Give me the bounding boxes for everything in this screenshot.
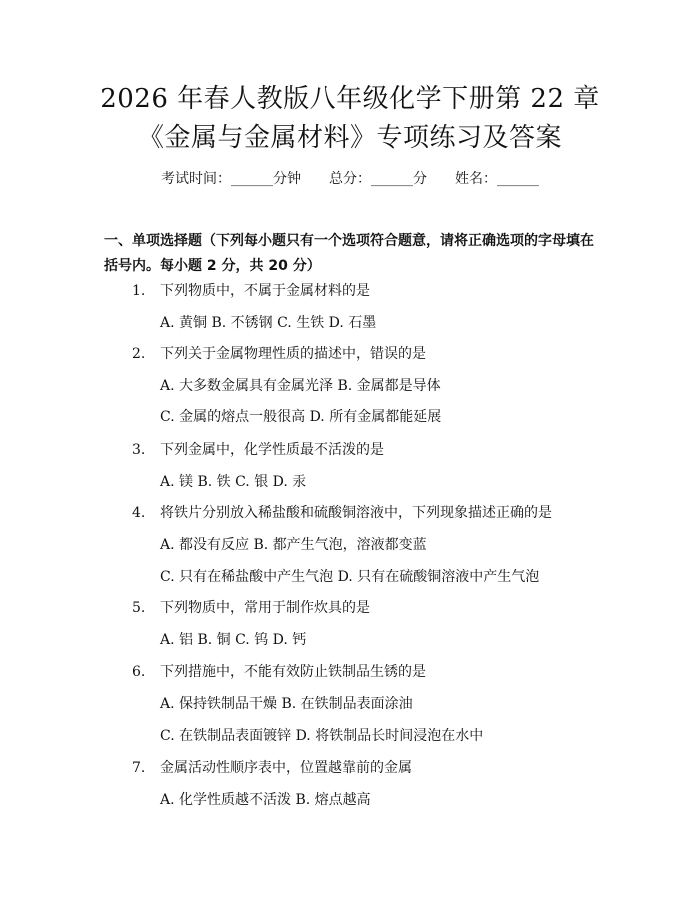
question-5-options: A. 铝 B. 铜 C. 钨 D. 钙 (160, 632, 307, 648)
question-number: 3. (132, 442, 146, 458)
question-number: 1. (132, 283, 146, 299)
question-4-options-row-1: A. 都没有反应 B. 都产生气泡，溶液都变蓝 (160, 537, 427, 553)
question-number: 5. (132, 600, 146, 616)
question-text: 金属活动性顺序表中，位置越靠前的金属 (160, 760, 412, 776)
question-4-options-row-2: C. 只有在稀盐酸中产生气泡 D. 只有在硫酸铜溶液中产生气泡 (160, 569, 540, 585)
question-text: 下列金属中，化学性质最不活泼的是 (160, 442, 384, 458)
question-text: 下列物质中，常用于制作炊具的是 (160, 600, 370, 616)
question-number: 2. (132, 346, 146, 362)
question-7-options: A. 化学性质越不活泼 B. 熔点越高 (160, 792, 371, 808)
question-1-options: A. 黄铜 B. 不锈钢 C. 生铁 D. 石墨 (160, 315, 377, 331)
question-6-options-row-1: A. 保持铁制品干燥 B. 在铁制品表面涂油 (160, 696, 413, 712)
exam-time-field: 考试时间：______分钟 (161, 171, 301, 187)
question-number: 6. (132, 664, 146, 680)
question-3-options: A. 镁 B. 铁 C. 银 D. 汞 (160, 474, 307, 490)
question-2-options-row-2: C. 金属的熔点一般很高 D. 所有金属都能延展 (160, 409, 442, 425)
question-text: 下列关于金属物理性质的描述中，错误的是 (160, 346, 426, 362)
name-field: 姓名：______ (455, 171, 539, 187)
page-title-line-2: 《金属与金属材料》专项练习及答案 (137, 123, 562, 153)
question-number: 4. (132, 505, 146, 521)
question-2-options-row-1: A. 大多数金属具有金属光泽 B. 金属都是导体 (160, 378, 441, 394)
section-heading: 一、单项选择题（下列每小题只有一个选项符合题意，请将正确选项的字母填在括号内。每小题 2 分，共 20 分） (104, 233, 594, 274)
question-text: 下列物质中，不属于金属材料的是 (160, 283, 370, 299)
page-title-line-1: 2026 年春人教版八年级化学下册第 22 章 (100, 84, 600, 114)
question-number: 7. (132, 760, 146, 776)
question-text: 下列措施中，不能有效防止铁制品生锈的是 (160, 664, 426, 680)
exam-meta (0, 170, 700, 188)
total-score-field: 总分：______分 (329, 171, 427, 187)
question-6-options-row-2: C. 在铁制品表面镀锌 D. 将铁制品长时间浸泡在水中 (160, 728, 484, 744)
question-text: 将铁片分别放入稀盐酸和硫酸铜溶液中，下列现象描述正确的是 (160, 505, 552, 521)
